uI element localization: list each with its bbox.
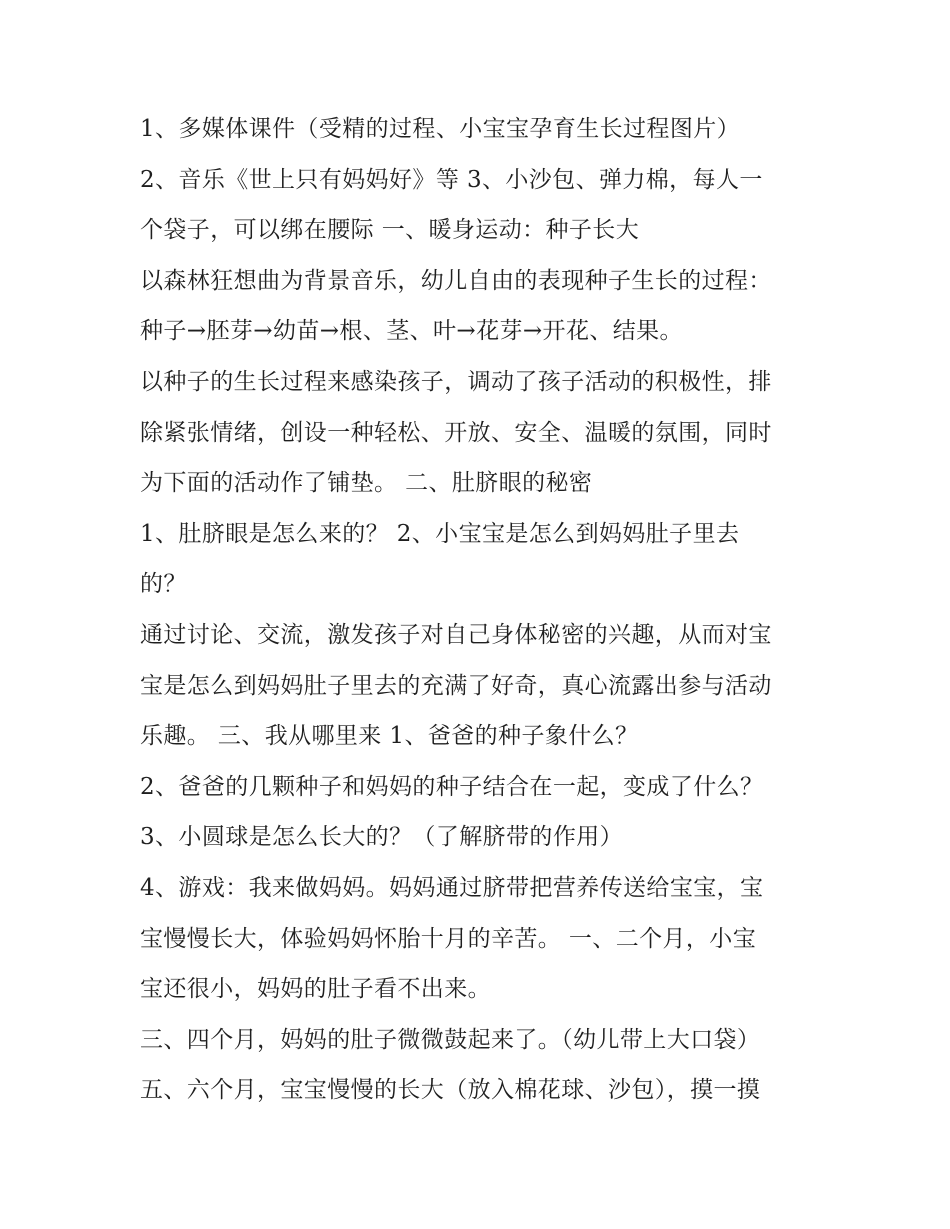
text-line: 通过讨论、交流，激发孩子对自己身体秘密的兴趣，从而对宝 xyxy=(140,621,772,648)
text-line: 以种子的生长过程来感染孩子，调动了孩子活动的积极性，排 xyxy=(140,368,772,395)
text-line: 宝还很小，妈妈的肚子看不出来。 xyxy=(140,976,491,1003)
text-line: 种子→胚芽→幼苗→根、茎、叶→花芽→开花、结果。 xyxy=(140,318,683,345)
text-line: 1、多媒体课件（受精的过程、小宝宝孕育生长过程图片） xyxy=(140,116,741,142)
text-line: 以森林狂想曲为背景音乐，幼儿自由的表现种子生长的过程： xyxy=(140,267,772,294)
text-line: 1、肚脐眼是怎么来的？ 2、小宝宝是怎么到妈妈肚子里去 xyxy=(140,520,740,547)
text-line: 的？ xyxy=(140,571,187,598)
text-line: 宝是怎么到妈妈肚子里去的充满了好奇，真心流露出参与活动 xyxy=(140,672,772,699)
text-line: 三、四个月，妈妈的肚子微微鼓起来了。（幼儿带上大口袋） xyxy=(140,1026,761,1053)
text-line: 除紧张情绪，创设一种轻松、开放、安全、温暖的氛围，同时 xyxy=(140,419,772,446)
text-line: 2、爸爸的几颗种子和妈妈的种子结合在一起，变成了什么？ xyxy=(140,773,764,800)
text-line: 4、游戏：我来做妈妈。妈妈通过脐带把营养传送给宝宝，宝 xyxy=(140,874,764,901)
text-line: 为下面的活动作了铺垫。 二、肚脐眼的秘密 xyxy=(140,470,593,497)
document-body xyxy=(140,104,830,1116)
text-line: 五、六个月，宝宝慢慢的长大（放入棉花球、沙包），摸一摸 xyxy=(140,1077,761,1104)
text-line: 3、小圆球是怎么长大的？（了解脐带的作用） xyxy=(140,824,624,851)
text-line: 宝慢慢长大，体验妈妈怀胎十月的辛苦。 一、二个月，小宝 xyxy=(140,925,757,952)
text-line: 2、音乐《世上只有妈妈好》等 3、小沙包、弹力棉，每人一 xyxy=(140,166,763,193)
text-line: 个袋子，可以绑在腰际 一、暖身运动：种子长大 xyxy=(140,217,640,244)
text-line: 乐趣。 三、我从哪里来 1、爸爸的种子象什么？ xyxy=(140,723,639,750)
